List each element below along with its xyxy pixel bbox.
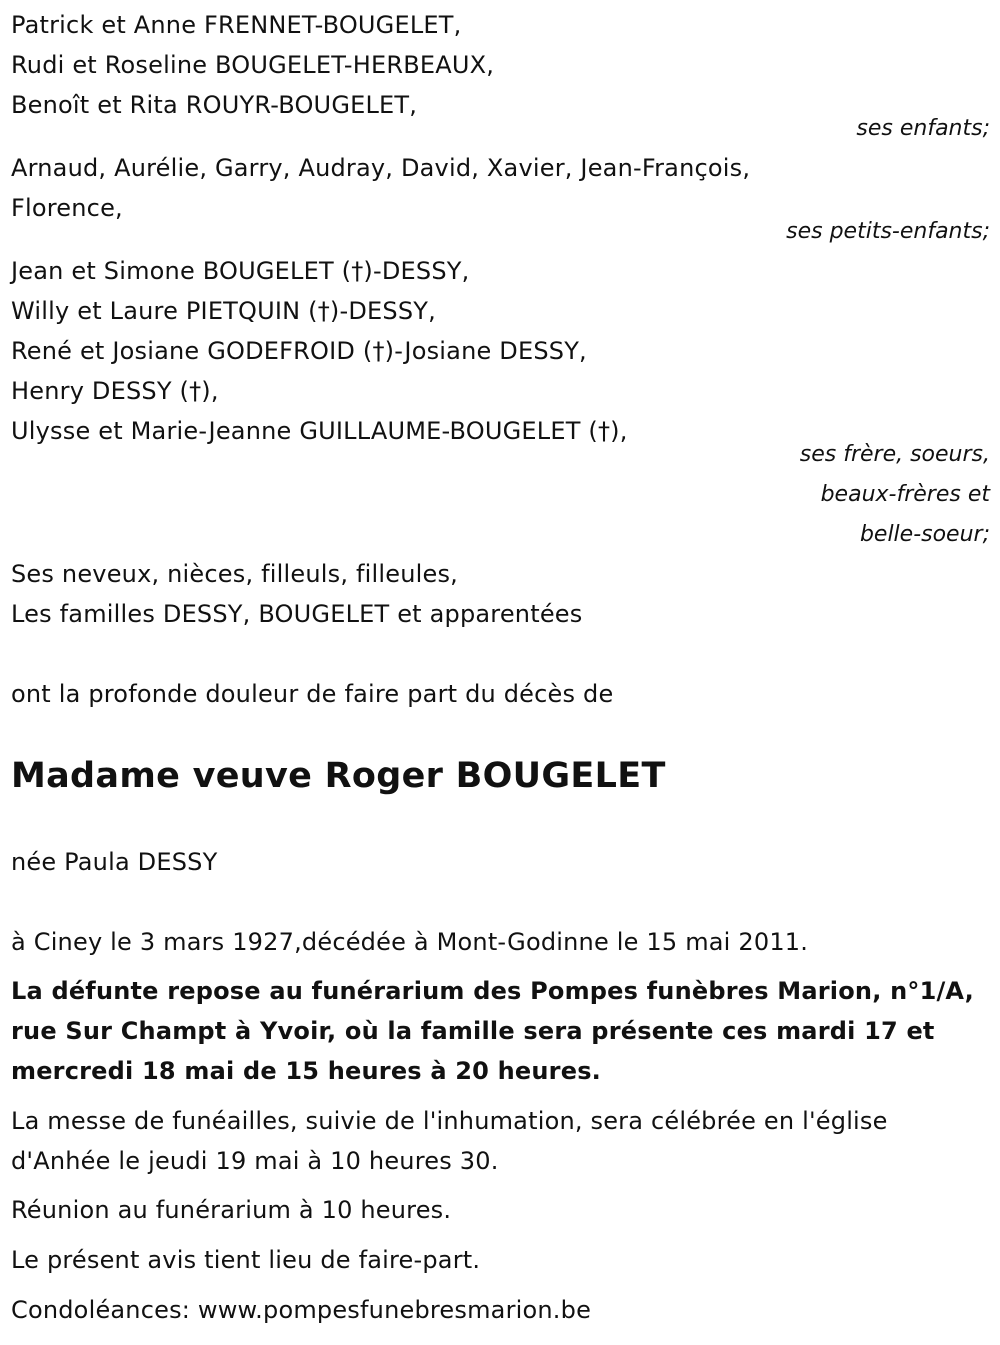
birth-death-dates: à Ciney le 3 mars 1927,décédée à Mont-Godinne le 15 mai 2011. [11, 928, 809, 956]
meeting-text: Réunion au funérarium à 10 heures. [11, 1196, 452, 1224]
child-line: Rudi et Roseline BOUGELET-HERBEAUX, [11, 51, 495, 79]
sibling-line: René et Josiane GODEFROID (†)-Josiane DESSY, [11, 337, 587, 365]
sibling-line: Willy et Laure PIETQUIN (†)-DESSY, [11, 297, 436, 325]
siblings-role-line: ses frère, soeurs, [799, 442, 990, 467]
mass-line: La messe de funéailles, suivie de l'inhumation, sera célébrée en l'église [11, 1107, 888, 1135]
relatives-line: Les familles DESSY, BOUGELET et apparentées [11, 600, 583, 628]
relatives-line: Ses neveux, nièces, filleuls, filleules, [11, 560, 458, 588]
siblings-role-line: belle-soeur; [859, 522, 990, 547]
children-role: ses enfants; [856, 116, 990, 141]
funerarium-line: La défunte repose au funérarium des Pompes funèbres Marion, n°1/A, [11, 977, 974, 1005]
siblings-role-line: beaux-frères et [820, 482, 990, 507]
born-name: née Paula DESSY [11, 848, 218, 876]
sibling-line: Ulysse et Marie-Jeanne GUILLAUME-BOUGELET (†), [11, 417, 628, 445]
condolences-link[interactable]: Condoléances: www.pompesfunebresmarion.be [11, 1296, 592, 1324]
sibling-line: Jean et Simone BOUGELET (†)-DESSY, [11, 257, 470, 285]
funerarium-line: mercredi 18 mai de 15 heures à 20 heures. [11, 1057, 602, 1085]
child-line: Benoît et Rita ROUYR-BOUGELET, [11, 91, 418, 119]
grandchildren-role: ses petits-enfants; [786, 219, 990, 244]
sibling-line: Henry DESSY (†), [11, 377, 219, 405]
grandchild-line: Arnaud, Aurélie, Garry, Audray, David, Xavier, Jean-François, [11, 154, 751, 182]
grandchild-line: Florence, [11, 194, 123, 222]
notice-text: Le présent avis tient lieu de faire-part. [11, 1246, 481, 1274]
funerarium-line: rue Sur Champt à Yvoir, où la famille sera présente ces mardi 17 et [11, 1017, 935, 1045]
mass-line: d'Anhée le jeudi 19 mai à 10 heures 30. [11, 1147, 499, 1175]
announcement-text: ont la profonde douleur de faire part du décès de [11, 680, 614, 708]
deceased-name: Madame veuve Roger BOUGELET [11, 756, 666, 796]
child-line: Patrick et Anne FRENNET-BOUGELET, [11, 11, 462, 39]
